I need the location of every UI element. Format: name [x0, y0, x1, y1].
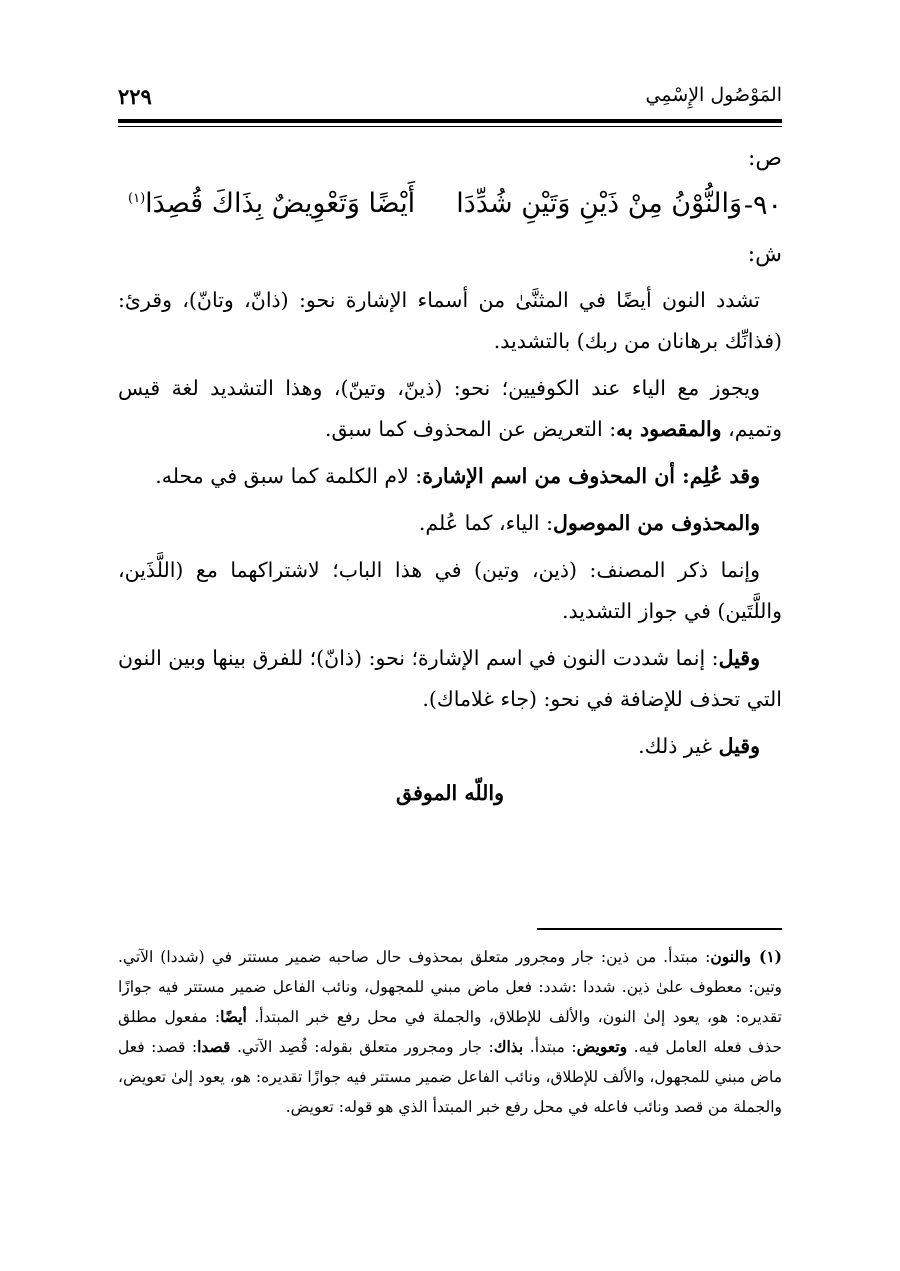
header-rule-thick: [118, 119, 782, 123]
footnote-text-3: : مبتدأ.: [523, 1038, 577, 1056]
footnote-bold-3: وتعويض: [576, 1037, 628, 1056]
paragraph-5: وإنما ذكر المصنف: (ذين، وتين) في هذا الباب؛ لاشتراكهما مع (اللَّذَين، واللَّتَين) في جواز التشديد.: [118, 558, 782, 623]
paragraph-3: [118, 456, 782, 497]
paragraph-2-text: ويجوز مع الياء عند الكوفيين؛ نحو: (ذينّ، وتينّ)، وهذا التشديد لغة قيس وتميم،: [118, 376, 782, 441]
footnote-bold-5: قصدا: [197, 1037, 231, 1056]
paragraph-7: [118, 726, 782, 767]
paragraph-1: تشدد النون أيضًا في المثنَّىٰ من أسماء الإشارة نحو: (ذانّ، وتانّ)، وقرئ: (فذانِّك برهانان من ربك) بالتشديد.: [118, 288, 782, 353]
footnote: [118, 942, 782, 1122]
text-label-sharh: ش:: [747, 242, 782, 267]
paragraph-2: [118, 368, 782, 450]
paragraph-3-bold-a: وقد عُلِم: [689, 464, 760, 488]
paragraph-7-bold: وقيل: [718, 734, 760, 758]
verse-first-hemistich: وَالنُّوْنُ مِنْ ذَيْنِ وَتَيْنِ شُدِّدَا: [456, 188, 742, 219]
paragraph-4-text: : الياء، كما عُلم.: [418, 511, 554, 535]
footnote-bold-2: أيضًا: [220, 1007, 247, 1026]
footnote-separator: [537, 928, 782, 930]
text-label-sad: ص:: [747, 146, 782, 171]
footnote-text-1: : مبتدأ. من ذين: جار ومجرور متعلق بمحذوف حال صاحبه ضمير مستتر في (شددا) الآتي. وتين: معطوف علىٰ ذين. شددا :شدد: فعل ماض مبني للمجهول، ونائب الفاعل ضمير مستتر فيه جوازًا تقديره: هو، يعود إلىٰ النون، والألف للإطلاق، والجملة في محل رفع خبر المبتدأ.: [118, 948, 782, 1026]
paragraph-3-bold-b: أن المحذوف من اسم الإشارة: [422, 464, 676, 488]
footnote-marker[interactable]: (١): [128, 191, 146, 206]
header-rule-thin: [118, 126, 782, 127]
page-header: [118, 84, 782, 118]
paragraph-3-text: : لام الكلمة كما سبق في محله.: [155, 464, 423, 488]
paragraph-6: [118, 638, 782, 720]
verse-number: ٩٠-: [743, 190, 782, 221]
paragraph-2-text-end: : التعريض عن المحذوف كما سبق.: [324, 417, 617, 441]
verse-second-hemistich-text: أَيْضًا وَتَعْوِيضٌ بِذَاكَ قُصِدَا: [145, 188, 416, 219]
footnote-text-5: : قصد: فعل ماض مبني للمجهول، والألف للإطلاق، ونائب الفاعل ضمير مستتر فيه جوازًا تقديره: هو، يعود إلىٰ تعويض، والجملة من قصد ونائب فاعله في محل رفع خبر المبتدأ الذي هو قوله: تعويض.: [118, 1038, 782, 1116]
footnote-bold-4: بذاك: [493, 1037, 524, 1056]
paragraph-7-text: غير ذلك.: [638, 734, 719, 758]
verse-second-hemistich: [128, 188, 415, 219]
paragraph-3-sep: :: [675, 464, 690, 488]
running-title: المَوْصُول الإِسْمِي: [645, 84, 782, 106]
closing-line: واللّه الموفق: [395, 781, 505, 805]
paragraph-4-bold: والمحذوف من الموصول: [553, 511, 760, 535]
page-number: ٢٢٩: [118, 84, 152, 109]
footnote-number: (١): [758, 947, 782, 966]
paragraph-4: [118, 503, 782, 544]
paragraph-6-bold: وقيل: [718, 646, 760, 670]
footnote-text-2: : مفعول مطلق حذف فعله العامل فيه.: [118, 1008, 782, 1056]
footnote-text-4: : جار ومجرور متعلق بقوله: قُصِد الآتي.: [230, 1038, 494, 1056]
paragraph-2-bold: والمقصود به: [616, 417, 722, 441]
verse-line: [118, 188, 782, 228]
book-page: [118, 0, 782, 1271]
paragraph-6-text: : إنما شددت النون في اسم الإشارة؛ نحو: (ذانّ)؛ للفرق بينها وبين النون التي تحذف للإضافة في نحو: (جاء غلاماك).: [118, 646, 782, 711]
footnote-bold-1: والنون: [710, 947, 751, 966]
commentary-body: [118, 280, 782, 820]
